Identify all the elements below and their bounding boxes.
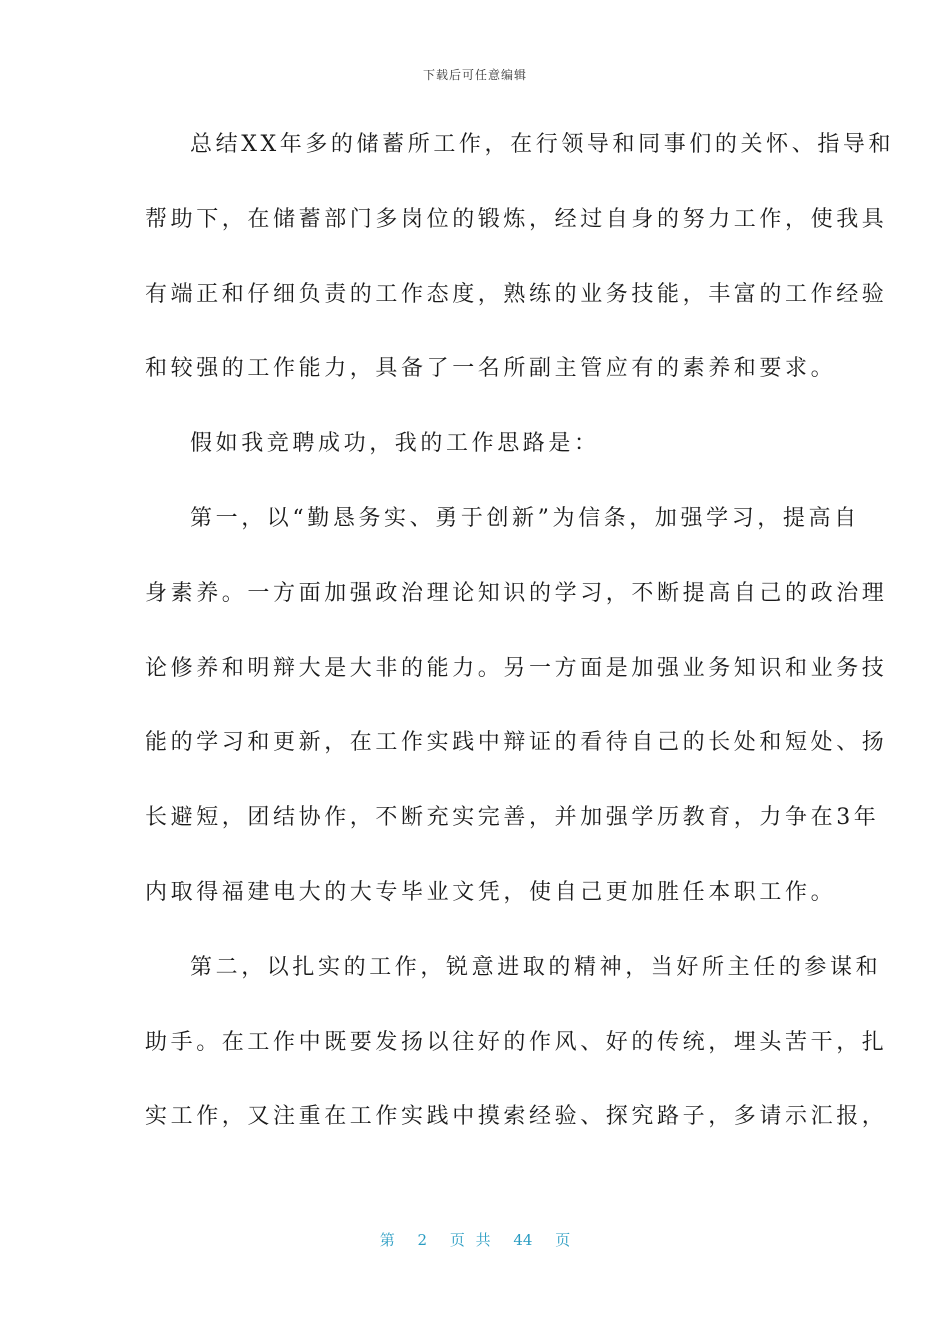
paragraph-line: 有端正和仔细负责的工作态度，熟练的业务技能，丰富的工作经验: [145, 281, 888, 307]
page-header: 下载后可任意编辑: [422, 68, 527, 82]
footer-suffix: 页: [555, 1231, 571, 1249]
paragraph-line: 能的学习和更新，在工作实践中辩证的看待自己的长处和短处、扬: [145, 730, 888, 756]
paragraph-line: 假如我竞聘成功，我的工作思路是：: [190, 431, 600, 457]
paragraph-line: 第二，以扎实的工作，锐意进取的精神，当好所主任的参谋和: [190, 954, 882, 980]
paragraph-line: 总结XX年多的储蓄所工作，在行领导和同事们的关怀、指导和: [190, 132, 895, 157]
paragraph-line: 内取得福建电大的大专毕业文凭，使自己更加胜任本职工作。: [145, 879, 837, 905]
paragraph-line: 第一，以“勤恳务实、勇于创新”为信条，加强学习，提高自: [190, 505, 860, 531]
paragraph-line: 助手。在工作中既要发扬以往好的作风、好的传统，埋头苦干，扎: [145, 1029, 888, 1055]
footer-prefix: 第: [379, 1231, 395, 1249]
page-footer: [0, 1229, 950, 1250]
paragraph-line: 长避短，团结协作，不断充实完善，并加强学历教育，力争在3年: [145, 805, 880, 831]
footer-middle: 页 共: [449, 1231, 491, 1249]
paragraph-line: 实工作，又注重在工作实践中摸索经验、探究路子，多请示汇报，: [145, 1104, 888, 1130]
total-page-count: 44: [513, 1231, 533, 1249]
paragraph-line: 和较强的工作能力，具备了一名所副主管应有的素养和要求。: [145, 356, 837, 382]
current-page-number: 2: [417, 1231, 428, 1249]
paragraph-line: 身素养。一方面加强政治理论知识的学习，不断提高自己的政治理: [145, 580, 888, 606]
paragraph-line: 论修养和明辩大是大非的能力。另一方面是加强业务知识和业务技: [145, 655, 888, 681]
document-body: [145, 108, 895, 1155]
paragraph-line: 帮助下，在储蓄部门多岗位的锻炼，经过自身的努力工作，使我具: [145, 206, 888, 232]
